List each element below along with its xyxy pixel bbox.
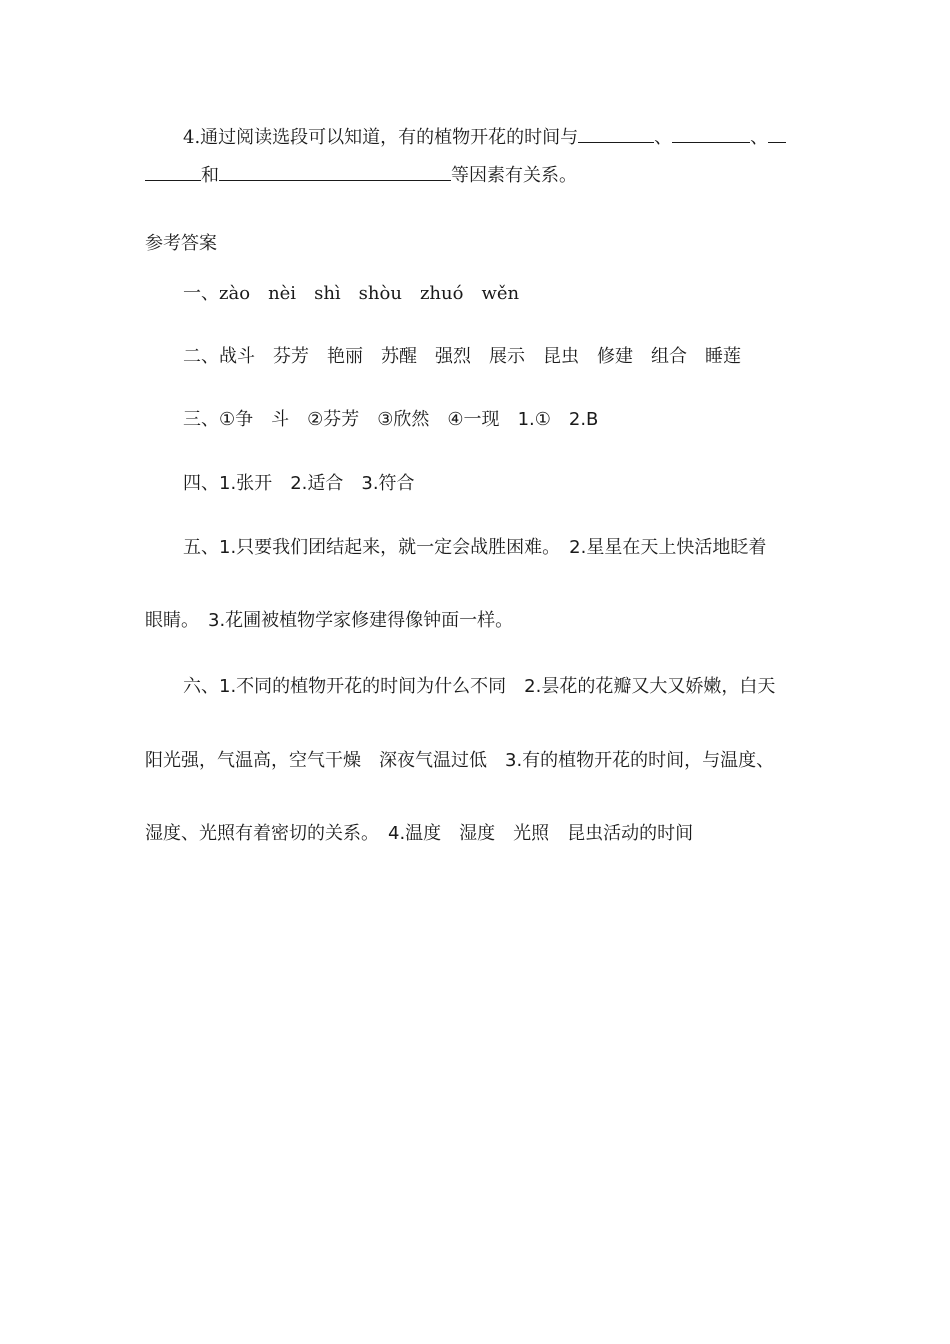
answer-3-part: ③欣然 (377, 409, 430, 430)
pinyin-item: nèi (268, 283, 297, 304)
answer-6-line-1: 六、1.不同的植物开花的时间为什么不同 2.昙花的花瓣又大又娇嫩，白天 (183, 676, 776, 697)
word-item: 苏醒 (381, 346, 417, 367)
answer-5-line-2: 眼睛。 3.花圃被植物学家修建得像钟面一样。 (145, 610, 514, 631)
word-item: 战斗 (219, 346, 255, 367)
answer-3-part: 1.① (517, 409, 551, 430)
question-4-and: 和 (201, 165, 219, 186)
answer-3-part: ①争 斗 (219, 409, 290, 430)
answer-4-part: 1.张开 (219, 473, 273, 494)
pinyin-item: wěn (481, 283, 520, 304)
answer-blank-4 (219, 164, 451, 181)
answer-blank-3-end (145, 164, 201, 181)
answer-2-line (183, 345, 741, 369)
answer-3-label: 三、 (183, 409, 219, 430)
answer-1-label: 一、 (183, 283, 219, 304)
pinyin-item: shì (314, 283, 341, 304)
answer-2-label: 二、 (183, 346, 219, 367)
pinyin-item: zào (219, 283, 251, 304)
answer-5-line-1: 五、1.只要我们团结起来，就一定会战胜困难。 2.星星在天上快活地眨着 (183, 537, 767, 558)
answer-blank-1 (578, 126, 654, 143)
word-item: 组合 (651, 346, 687, 367)
answer-4-line (183, 472, 415, 496)
question-4-prefix: 4.通过阅读选段可以知道，有的植物开花的时间与 (183, 127, 579, 148)
answer-3-part: ④一现 (447, 409, 500, 430)
word-item: 睡莲 (705, 346, 741, 367)
answer-blank-2 (672, 126, 750, 143)
word-item: 昆虫 (543, 346, 579, 367)
question-4-line-2 (145, 164, 577, 188)
question-4-separator-1: 、 (654, 127, 673, 148)
question-4-suffix: 等因素有关系。 (451, 165, 577, 186)
answer-3-line (183, 408, 598, 432)
answer-4-part: 3.符合 (361, 473, 415, 494)
answer-4-label: 四、 (183, 473, 219, 494)
word-item: 展示 (489, 346, 525, 367)
word-item: 修建 (597, 346, 633, 367)
answer-3-part: ②芬芳 (307, 409, 360, 430)
pinyin-item: shòu (358, 283, 402, 304)
question-4-separator-2: 、 (750, 127, 769, 148)
answer-1-line (183, 282, 519, 306)
answer-6-line-3: 湿度、光照有着密切的关系。 4.温度 湿度 光照 昆虫活动的时间 (145, 823, 694, 844)
answers-heading: 参考答案 (145, 233, 217, 254)
answer-4-part: 2.适合 (290, 473, 344, 494)
word-item: 强烈 (435, 346, 471, 367)
pinyin-item: zhuó (419, 283, 464, 304)
word-item: 芬芳 (273, 346, 309, 367)
answer-blank-3-start (768, 126, 786, 143)
answer-6-line-2: 阳光强，气温高，空气干燥 深夜气温过低 3.有的植物开花的时间，与温度、 (145, 750, 775, 771)
question-4-line-1 (183, 126, 786, 150)
answer-3-part: 2.B (568, 409, 599, 430)
word-item: 艳丽 (327, 346, 363, 367)
